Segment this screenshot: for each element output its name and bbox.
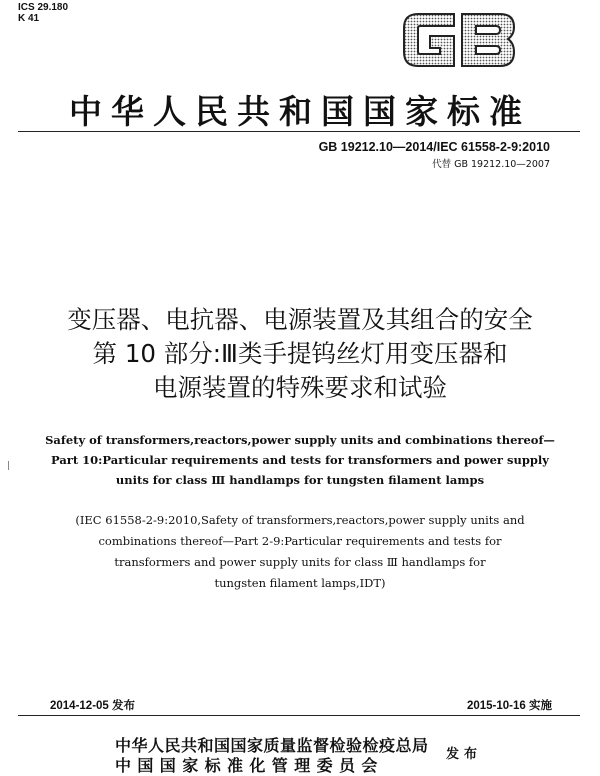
chinese-title-line-1: 变压器、电抗器、电源装置及其组合的安全 (67, 305, 533, 334)
english-title (30, 430, 570, 490)
chinese-title-line-3: 电源装置的特殊要求和试验 (153, 373, 447, 402)
english-title-line-3: units for class Ⅲ handlamps for tungsten filament lamps (115, 473, 485, 487)
bottom-divider (18, 715, 580, 716)
ccs-code: K 41 (18, 13, 40, 24)
english-title-line-2: Part 10:Particular requirements and tests for transformers and power supply (51, 453, 549, 467)
iec-note-line-4: tungsten filament lamps,IDT) (214, 576, 386, 590)
issue-date: 2014-12-05 发布 (50, 700, 136, 712)
classification-codes (18, 2, 68, 24)
top-divider (18, 131, 580, 132)
standard-number: GB 19212.10—2014/IEC 61558-2-9:2010 (318, 140, 550, 154)
issuer-sac: 中国国家标准化管理委员会 (115, 756, 384, 775)
ics-code: ICS 29.180 (18, 2, 69, 13)
publish-label: 发布 (446, 747, 483, 762)
chinese-title-line-2: 第 10 部分:Ⅲ类手提钨丝灯用变压器和 (92, 339, 508, 368)
iec-note-line-2: combinations thereof—Part 2-9:Particular requirements and tests for (98, 534, 502, 548)
issuer-aqsiq: 中华人民共和国国家质量监督检验检疫总局 (115, 736, 429, 755)
iec-equivalence-note (30, 510, 570, 594)
standard-type-title: 中华人民共和国国家标准 (69, 92, 531, 131)
iec-note-line-3: transformers and power supply units for class Ⅲ handlamps for (114, 555, 486, 569)
iec-note-line-1: (IEC 61558-2-9:2010,Safety of transformers,reactors,power supply units and (75, 513, 525, 527)
gb-logo (398, 8, 520, 72)
implementation-date: 2015-10-16 实施 (466, 700, 552, 712)
margin-mark (8, 461, 9, 470)
chinese-title (20, 303, 580, 405)
replaces-standard: 代替 GB 19212.10—2007 (432, 159, 550, 170)
english-title-line-1: Safety of transformers,reactors,power supply units and combinations thereof— (45, 433, 555, 447)
logo-text: GB (398, 8, 400, 9)
